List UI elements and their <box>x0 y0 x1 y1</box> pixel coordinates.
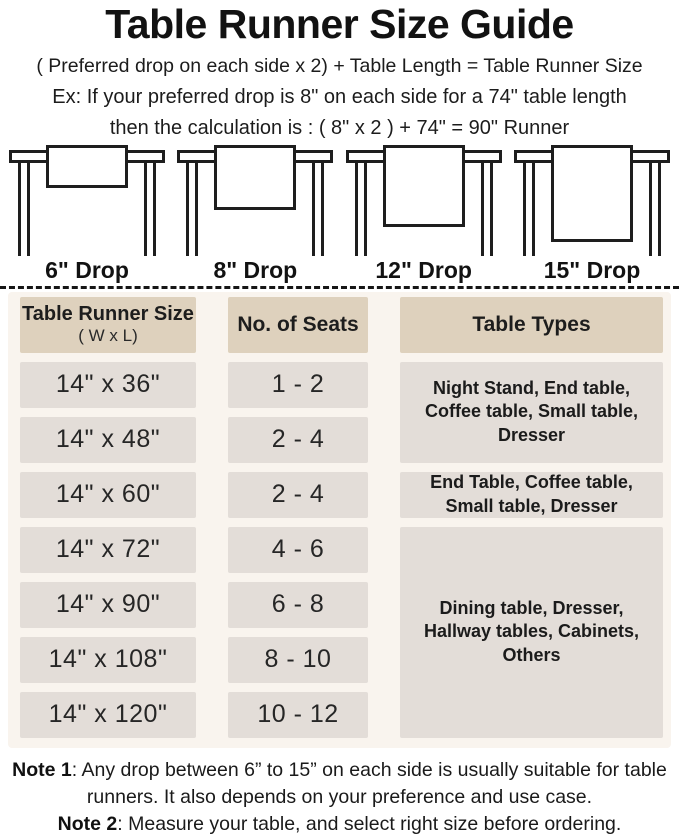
header-runner-size <box>20 297 196 353</box>
formula-line: ( Preferred drop on each side x 2) + Table Length = Table Runner Size <box>36 55 643 78</box>
page-header <box>0 0 679 140</box>
note-text: : Measure your table, and select right size before ordering. <box>117 813 622 836</box>
header-runner-size-label: Table Runner Size <box>22 303 194 326</box>
seats-cell <box>228 637 368 683</box>
table-illustration-svg <box>512 144 672 256</box>
size-value: 14" x 48" <box>55 425 161 454</box>
table-types-value: End Table, Coffee table, Small table, Dresser <box>430 471 633 516</box>
table-types-value: Night Stand, End table, Coffee table, Small table, Dresser <box>424 377 639 446</box>
size-value: 14" x 60" <box>55 480 161 509</box>
size-value: 14" x 90" <box>55 590 161 619</box>
size-cell <box>20 692 196 738</box>
note <box>2 811 677 838</box>
runner <box>216 146 295 208</box>
size-cell <box>20 582 196 628</box>
seats-cell <box>228 472 368 518</box>
size-table <box>20 297 663 738</box>
seats-value: 10 - 12 <box>257 700 339 729</box>
runner <box>384 146 463 225</box>
seats-value: 2 - 4 <box>271 480 325 509</box>
size-cell <box>20 637 196 683</box>
header-table-types-label: Table Types <box>472 312 591 336</box>
size-cell <box>20 417 196 463</box>
note-label: Note 1 <box>12 758 72 781</box>
table-illustration-svg <box>7 144 167 256</box>
header-seats-label: No. of Seats <box>237 312 359 336</box>
note-label: Note 2 <box>57 813 118 836</box>
table-types-cell <box>400 527 663 738</box>
drop-label: 8" Drop <box>213 256 298 283</box>
example-line-1: Ex: If your preferred drop is 8" on each side for a 74" table length <box>52 85 627 108</box>
header-table-types <box>400 297 663 353</box>
seats-value: 2 - 4 <box>271 425 325 454</box>
example-line-2: then the calculation is : ( 8" x 2 ) + 74" = 90" Runner <box>109 116 570 139</box>
size-value: 14" x 120" <box>48 700 168 729</box>
drop-label: 12" Drop <box>375 256 472 283</box>
size-value: 14" x 72" <box>55 535 161 564</box>
seats-cell <box>228 417 368 463</box>
table-drop-figure <box>175 144 335 284</box>
size-value: 14" x 108" <box>48 645 168 674</box>
drop-label: 6" Drop <box>45 256 129 283</box>
seats-cell <box>228 582 368 628</box>
table-drop-figure <box>344 144 504 284</box>
runner <box>552 146 631 240</box>
drop-illustrations <box>0 144 679 289</box>
table-types-cell <box>400 472 663 518</box>
notes-section <box>0 757 679 839</box>
table-drop-figure <box>7 144 167 284</box>
seats-value: 8 - 10 <box>264 645 332 674</box>
seats-cell <box>228 692 368 738</box>
note <box>2 757 677 812</box>
size-value: 14" x 36" <box>55 370 161 399</box>
table-types-value: Dining table, Dresser, Hallway tables, Cabinets, Others <box>423 597 640 666</box>
table-drop-figure <box>512 144 672 284</box>
seats-value: 4 - 6 <box>271 535 325 564</box>
table-illustration-svg <box>175 144 335 256</box>
table-types-cell <box>400 362 663 463</box>
page-title: Table Runner Size Guide <box>105 1 574 47</box>
size-cell <box>20 472 196 518</box>
size-cell <box>20 527 196 573</box>
seats-value: 6 - 8 <box>271 590 325 619</box>
note-text: : Any drop between 6” to 15” on each side is usually suitable for table runners. It also depends on your preference and use case. <box>71 758 667 808</box>
runner <box>48 146 127 186</box>
size-cell <box>20 362 196 408</box>
seats-value: 1 - 2 <box>271 370 325 399</box>
drop-label: 15" Drop <box>543 256 641 283</box>
table-illustration-svg <box>344 144 504 256</box>
seats-cell <box>228 362 368 408</box>
size-table-panel <box>8 292 671 748</box>
header-seats <box>228 297 368 353</box>
header-runner-size-sublabel: ( W x L) <box>78 326 138 346</box>
seats-cell <box>228 527 368 573</box>
